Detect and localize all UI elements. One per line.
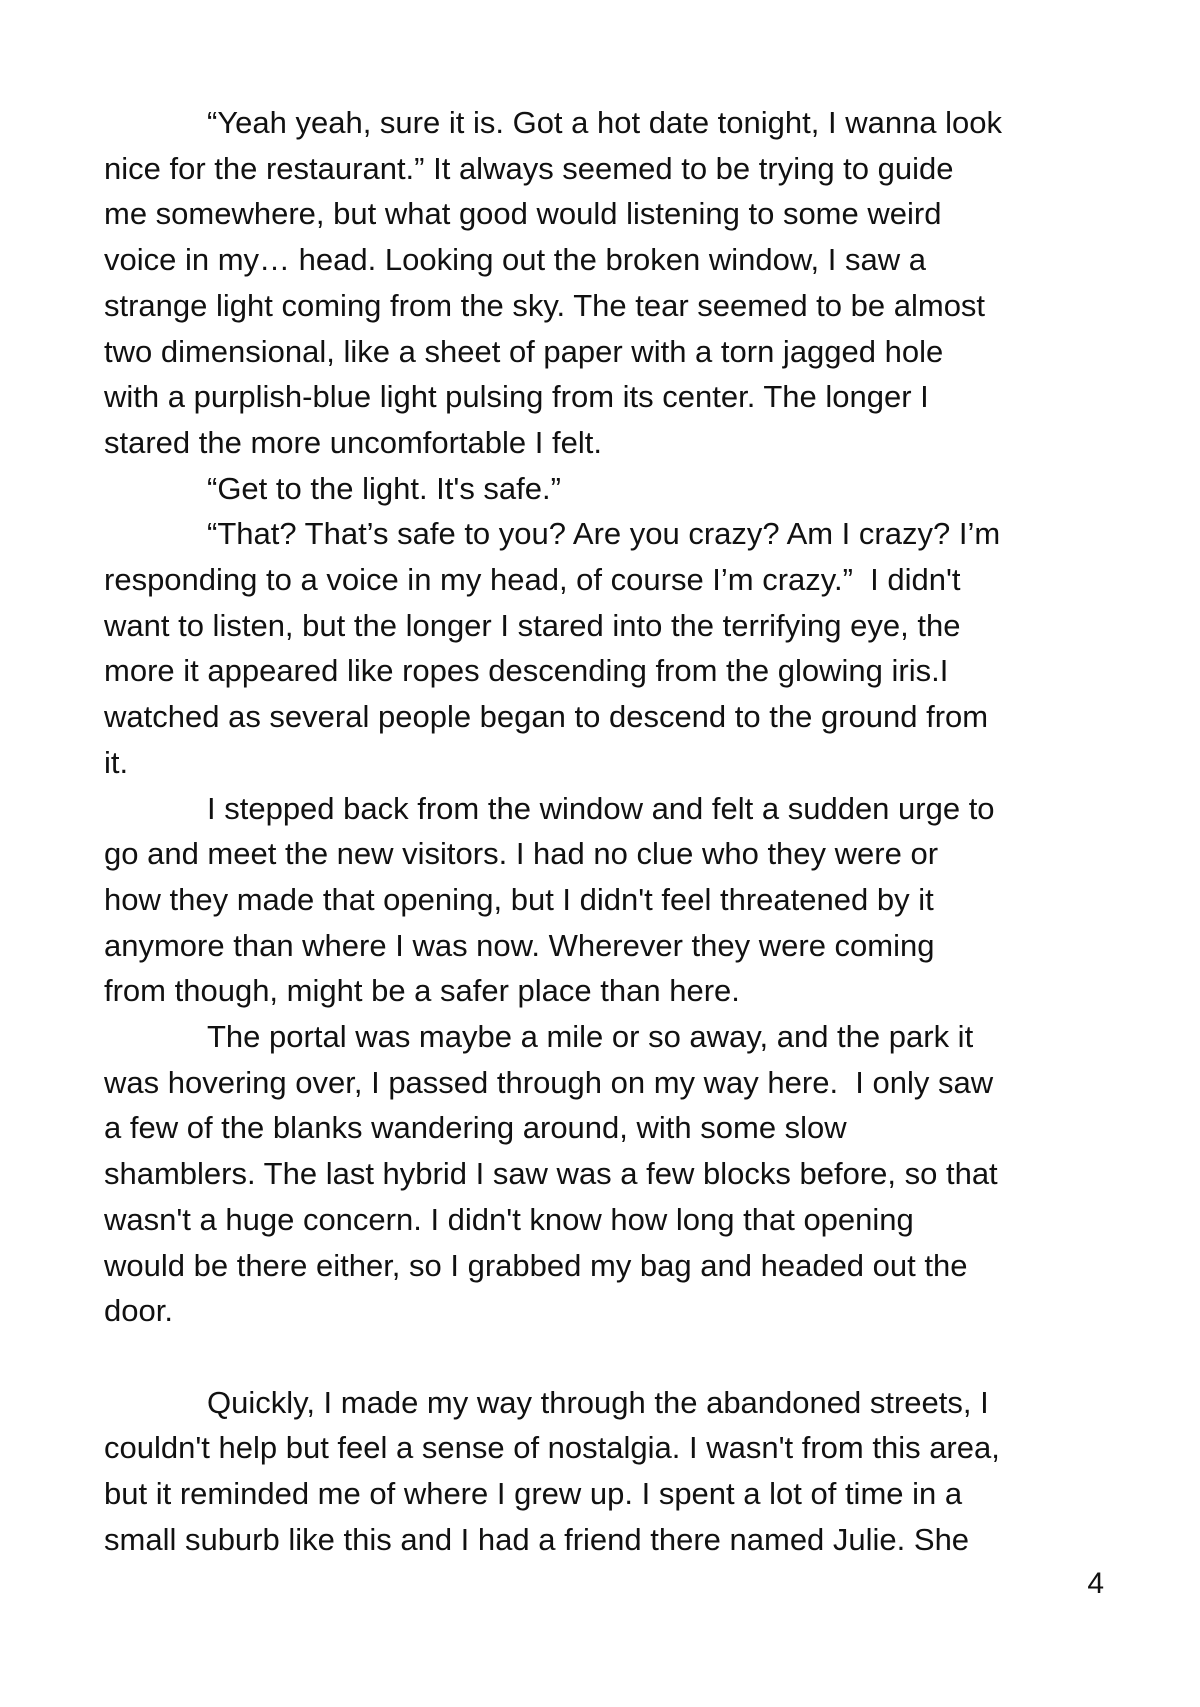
- text-line: “Yeah yeah, sure it is. Got a hot date tonight, I wanna look: [207, 105, 1003, 140]
- text-line: Quickly, I made my way through the abandoned streets, I: [207, 1384, 989, 1420]
- text-line: “That? That’s safe to you? Are you crazy? Am I crazy? I’m: [207, 516, 1001, 552]
- paragraph-6: [104, 1380, 1124, 1563]
- text-line: wasn't a huge concern. I didn't know how long that opening: [104, 1201, 914, 1237]
- text-line: strange light coming from the sky. The tear seemed to be almost: [104, 287, 986, 323]
- text-line: two dimensional, like a sheet of paper with a torn jagged hole: [104, 333, 944, 369]
- text-line: small suburb like this and I had a friend there named Julie. She: [104, 1521, 970, 1557]
- text-line: stared the more uncomfortable I felt.: [104, 424, 602, 460]
- text-line: voice in my… head. Looking out the broken window, I saw a: [104, 242, 926, 278]
- text-line: anymore than where I was now. Wherever they were coming: [104, 927, 935, 963]
- text-line: it.: [104, 744, 129, 780]
- text-line: how they made that opening, but I didn't feel threatened by it: [104, 881, 934, 917]
- text-line: from though, might be a safer place than here.: [104, 973, 740, 1009]
- text-line: would be there either, so I grabbed my bag and headed out the: [104, 1247, 968, 1283]
- section-break: [104, 1334, 1124, 1380]
- paragraph-3: [104, 511, 1124, 785]
- text-line: responding to a voice in my head, of course I’m crazy.” I didn't: [104, 562, 961, 598]
- text-line: with a purplish-blue light pulsing from its center. The longer I: [104, 379, 929, 415]
- text-line: want to listen, but the longer I stared into the terrifying eye, the: [104, 607, 961, 643]
- text-line: but it reminded me of where I grew up. I spent a lot of time in a: [104, 1476, 963, 1512]
- text-line: was hovering over, I passed through on my way here. I only saw: [104, 1064, 994, 1100]
- paragraph-1: [104, 100, 1124, 466]
- text-line: me somewhere, but what good would listening to some weird: [104, 196, 942, 232]
- text-line: watched as several people began to descend to the ground from: [104, 699, 989, 735]
- body-text: [104, 100, 1124, 1562]
- text-line: nice for the restaurant.” It always seemed to be trying to guide: [104, 150, 954, 186]
- text-line: “Get to the light. It's safe.”: [207, 470, 561, 506]
- text-line: shamblers. The last hybrid I saw was a few blocks before, so that: [104, 1156, 998, 1192]
- text-line: door.: [104, 1293, 173, 1329]
- paragraph-4: [104, 786, 1124, 1015]
- text-line: a few of the blanks wandering around, with some slow: [104, 1110, 847, 1146]
- page-number: 4: [1087, 1567, 1104, 1600]
- paragraph-2: [104, 466, 1124, 512]
- paragraph-5: [104, 1014, 1124, 1334]
- text-line: couldn't help but feel a sense of nostalgia. I wasn't from this area,: [104, 1430, 1000, 1466]
- text-line: The portal was maybe a mile or so away, and the park it: [207, 1019, 974, 1055]
- text-line: go and meet the new visitors. I had no clue who they were or: [104, 836, 939, 872]
- text-line: more it appeared like ropes descending from the glowing iris.I: [104, 653, 949, 689]
- text-line: I stepped back from the window and felt a sudden urge to: [207, 790, 995, 826]
